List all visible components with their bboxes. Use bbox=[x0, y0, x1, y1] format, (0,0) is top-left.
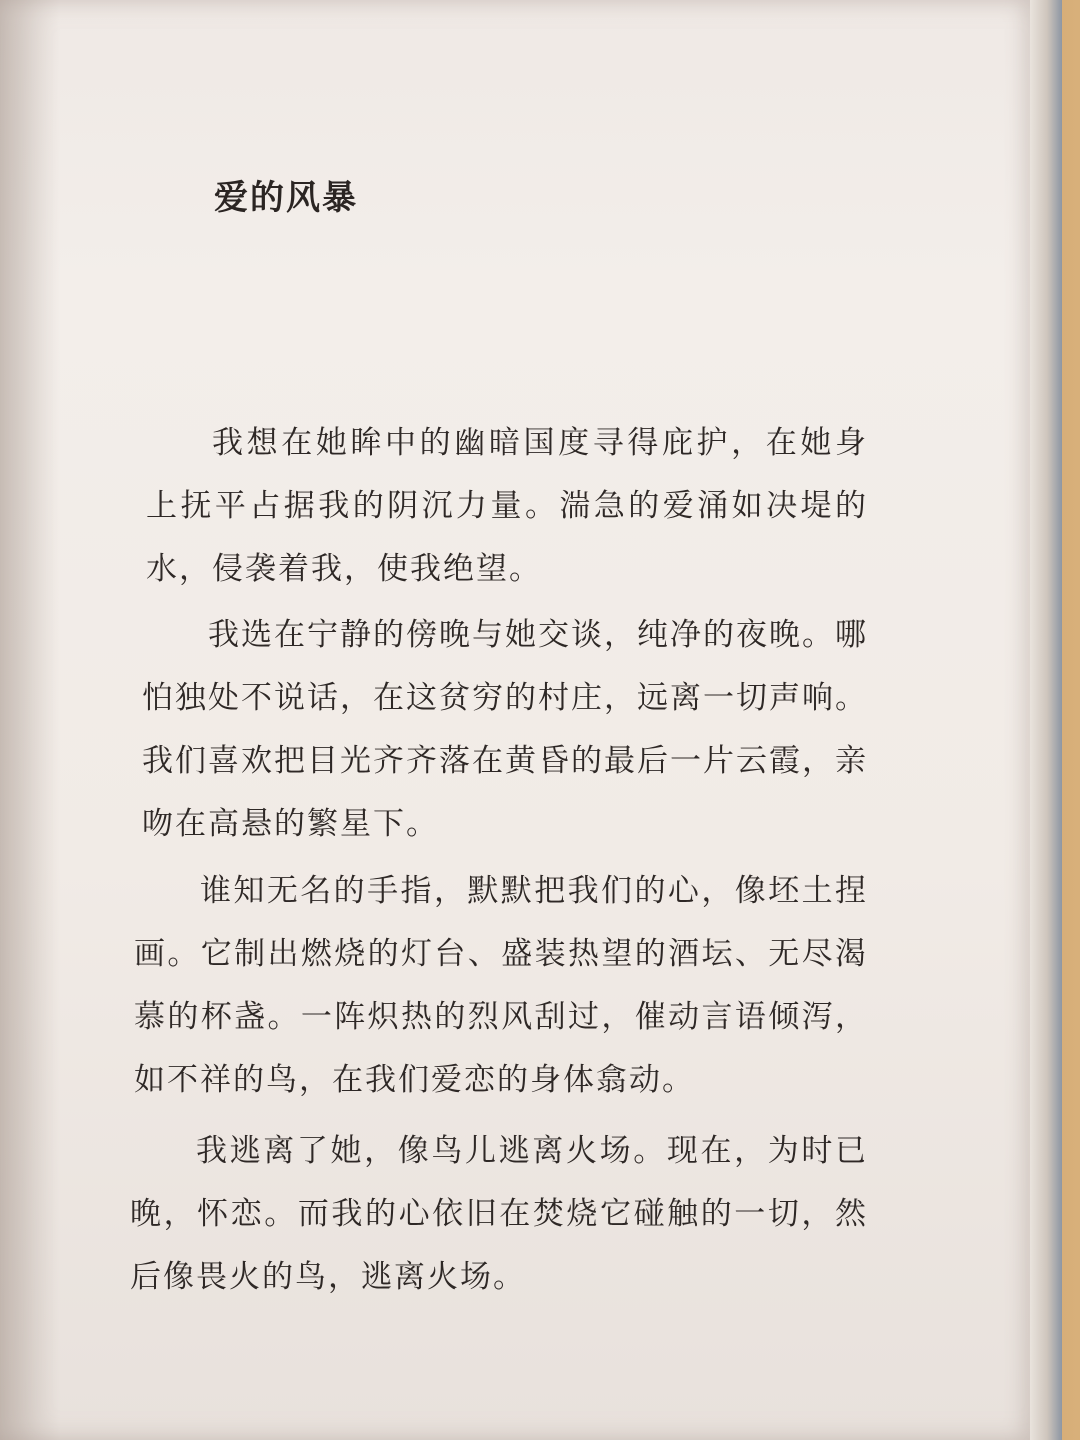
paragraph-1: 我想在她眸中的幽暗国度寻得庇护，在她身上抚平占据我的阴沉力量。湍急的爱涌如决堤的水，侵袭着我，使我绝望。 bbox=[146, 425, 868, 587]
page-gutter-shadow bbox=[0, 0, 60, 1440]
poem-title: 爱的风暴 bbox=[214, 178, 358, 218]
paragraph-2: 我选在宁静的傍晚与她交谈，纯净的夜晚。哪怕独处不说话，在这贫穷的村庄，远离一切声响。我们喜欢把目光齐齐落在黄昏的最后一片云霞，亲吻在高悬的繁星下。 bbox=[142, 617, 868, 842]
paragraph-3: 谁知无名的手指，默默把我们的心，像坯土捏画。它制出燃烧的灯台、盛装热望的酒坛、无尽渴慕的杯盏。一阵炽热的烈风刮过，催动言语倾泻，如不祥的鸟，在我们爱恋的身体翕动。 bbox=[134, 873, 868, 1098]
paragraph-4: 我逃离了她，像鸟儿逃离火场。现在，为时已晚，怀恋。而我的心依旧在焚烧它碰触的一切，然后像畏火的鸟，逃离火场。 bbox=[130, 1133, 868, 1295]
